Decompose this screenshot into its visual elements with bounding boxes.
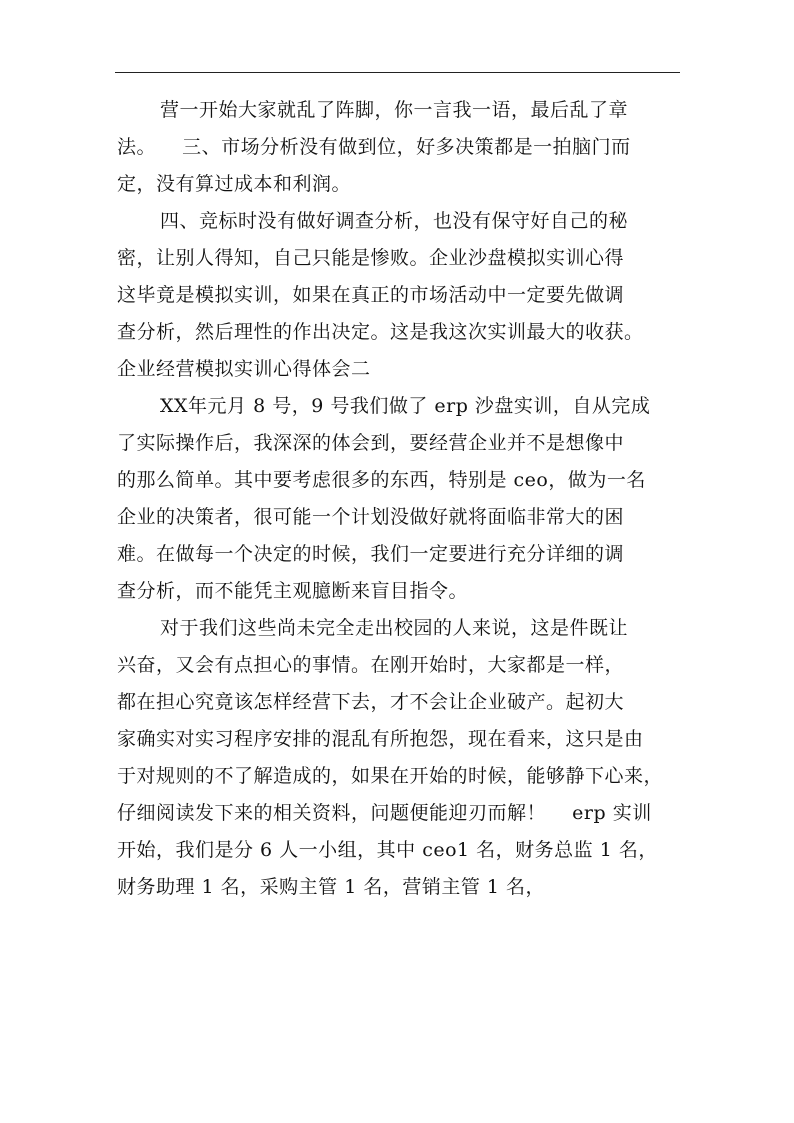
text-line: 营一开始大家就乱了阵脚，你一言我一语，最后乱了章: [160, 99, 629, 121]
text-line: 家确实对实习程序安排的混乱有所抱怨，现在看来，这只是由: [117, 728, 644, 750]
text-line: 仔细阅读发下来的相关资料，问题便能迎刃而解！ erp 实训: [117, 802, 652, 824]
text-line: 于对规则的不了解造成的，如果在开始的时候，能够静下心来，: [117, 765, 664, 787]
text-line: XX年元月 8 号，9 号我们做了 erp 沙盘实训，自从完成: [160, 395, 651, 417]
text-line: 四、竞标时没有做好调查分析，也没有保守好自己的秘: [160, 210, 629, 232]
text-line: 查分析，而不能凭主观臆断来盲目指令。: [117, 580, 469, 602]
section-heading: 企业经营模拟实训心得体会二: [117, 358, 371, 380]
document-body: [117, 92, 687, 906]
header-rule: [115, 72, 680, 73]
text-line: 密，让别人得知，自己只能是惨败。企业沙盘模拟实训心得: [117, 247, 625, 269]
text-line: 定，没有算过成本和利润。: [117, 173, 352, 195]
text-line: 开始，我们是分 6 人一小组，其中 ceo1 名，财务总监 1 名，: [117, 839, 658, 861]
text-line: 这毕竟是模拟实训，如果在真正的市场活动中一定要先做调: [117, 284, 625, 306]
text-line: 企业的决策者，很可能一个计划没做好就将面临非常大的困: [117, 506, 625, 528]
text-line: 法。 三、市场分析没有做到位，好多决策都是一拍脑门而: [117, 136, 631, 158]
text-line: 兴奋，又会有点担心的事情。在刚开始时，大家都是一样，: [117, 654, 625, 676]
text-line: 的那么简单。其中要考虑很多的东西，特别是 ceo，做为一名: [117, 469, 646, 491]
text-line: 难。在做每一个决定的时候，我们一定要进行充分详细的调: [117, 543, 625, 565]
text-line: 对于我们这些尚未完全走出校园的人来说，这是件既让: [160, 617, 629, 639]
text-line: 查分析，然后理性的作出决定。这是我这次实训最大的收获。: [117, 321, 644, 343]
text-line: 了实际操作后，我深深的体会到，要经营企业并不是想像中: [117, 432, 625, 454]
text-line: 财务助理 1 名，采购主管 1 名，营销主管 1 名，: [117, 876, 546, 898]
text-line: 都在担心究竟该怎样经营下去，才不会让企业破产。起初大: [117, 691, 625, 713]
